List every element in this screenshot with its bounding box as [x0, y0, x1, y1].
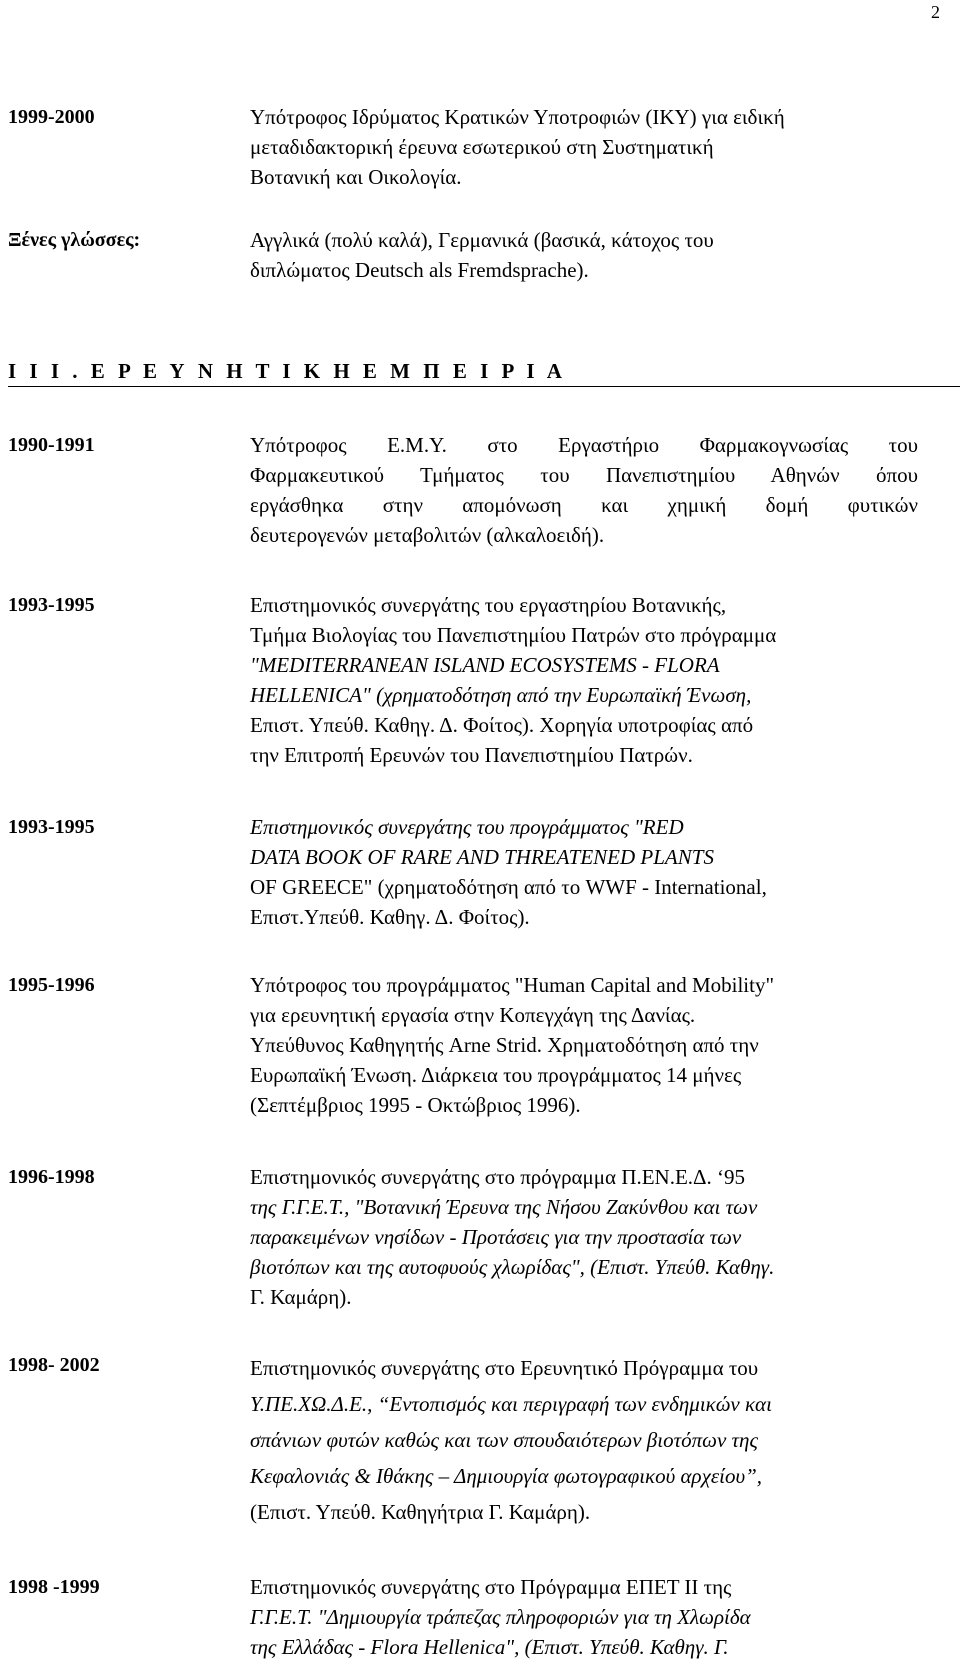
text-line: Αγγλικά (πολύ καλά), Γερμανικά (βασικά, κάτοχος του [250, 228, 714, 252]
page-number: 2 [931, 2, 940, 22]
text-line [250, 1458, 918, 1494]
text-line: OF GREECE" (χρηματοδότηση από το WWF - International, [250, 875, 767, 899]
text-line [250, 680, 918, 710]
text-line: την Επιτροπή Ερευνών του Πανεπιστημίου Πατρών. [250, 743, 693, 767]
text-line: Υπότροφος Ε.Μ.Υ. στο Εργαστήριο Φαρμακογνωσίας του [250, 433, 918, 457]
text-line: Τμήμα Βιολογίας του Πανεπιστημίου Πατρών στο πρόγραμμα [250, 623, 777, 647]
italic-text: σπάνιων φυτών καθώς και των σπουδαιότερων βιοτόπων της [250, 1428, 758, 1452]
italic-text: DATA BOOK OF RARE AND THREATENED PLANTS [250, 845, 714, 869]
italic-text: παρακειμένων νησίδων - Προτάσεις για την προστασία των [250, 1225, 742, 1249]
italic-text: "MEDITERRANEAN ISLAND ECOSYSTEMS - FLORA [250, 653, 720, 677]
entry-text [250, 1572, 918, 1662]
entry-label: Ξένες γλώσσες: [8, 229, 141, 251]
entry-date: 1993-1995 [8, 816, 95, 838]
text-line [250, 842, 918, 872]
entry-date: 1993-1995 [8, 594, 95, 616]
text-line: Γ. Καμάρη). [250, 1285, 352, 1309]
text-line: Επιστημονικός συνεργάτης του εργαστηρίου Βοτανικής, [250, 593, 727, 617]
italic-text: Κεφαλονιάς & Ιθάκης – Δημιουργία φωτογραφικού αρχείου”, [250, 1464, 763, 1488]
entry-text [250, 102, 918, 192]
entry-text [250, 590, 918, 770]
italic-text: Επιστημονικός συνεργάτης του προγράμματος "RED [250, 815, 684, 839]
text-line: Επιστ.Υπεύθ. Καθηγ. Δ. Φοίτος). [250, 905, 530, 929]
text-line: Επιστημονικός συνεργάτης στο Πρόγραμμα ΕΠΕΤ ΙΙ της [250, 1575, 732, 1599]
italic-text: Υ.ΠΕ.ΧΩ.Δ.Ε., “Εντοπισμός και περιγραφή των ενδημικών και [250, 1392, 772, 1416]
text-line: Υπότροφος Ιδρύματος Κρατικών Υποτροφιών (ΙΚΥ) για ειδική [250, 105, 785, 129]
text-line [250, 1632, 918, 1662]
italic-text: βιοτόπων και της αυτοφυούς χλωρίδας", (Επιστ. Υπεύθ. Καθηγ. [250, 1255, 775, 1279]
text-line [250, 650, 918, 680]
text-line: Επιστημονικός συνεργάτης στο πρόγραμμα Π.ΕΝ.Ε.Δ. ‘95 [250, 1165, 746, 1189]
text-line: Επιστ. Υπεύθ. Καθηγ. Δ. Φοίτος). Χορηγία υποτροφίας από [250, 713, 754, 737]
text-line: διπλώματος Deutsch als Fremdsprache). [250, 258, 589, 282]
text-line: Φαρμακευτικού Τμήματος του Πανεπιστημίου Αθηνών όπου [250, 463, 918, 487]
italic-text: της Γ.Γ.Ε.Τ., "Βοτανική Έρευνα της Νήσου Ζακύνθου και των [250, 1195, 758, 1219]
text-line: Ευρωπαϊκή Ένωση. Διάρκεια του προγράμματος 14 μήνες [250, 1063, 742, 1087]
text-line [250, 1386, 918, 1422]
entry-date: 1995-1996 [8, 974, 95, 996]
text-line [250, 1252, 918, 1282]
entry-text [250, 225, 918, 285]
italic-text: HELLENICA" (χρηματοδότηση από την Ευρωπαϊκή Ένωση, [250, 683, 752, 707]
text-line: Επιστημονικός συνεργάτης στο Ερευνητικό Πρόγραμμα του [250, 1356, 759, 1380]
text-line: (Σεπτέμβριος 1995 - Οκτώβριος 1996). [250, 1093, 581, 1117]
text-line: μεταδιδακτορική έρευνα εσωτερικού στη Συστηματική [250, 135, 714, 159]
entry-date: 1998- 2002 [8, 1354, 100, 1376]
italic-text: της Ελλάδας - Flora Hellenica", (Επιστ. Υπεύθ. Καθηγ. Γ. [250, 1635, 729, 1659]
text-line: Υπεύθυνος Καθηγητής Arne Strid. Χρηματοδότηση από την [250, 1033, 759, 1057]
text-line: Βοτανική και Οικολογία. [250, 165, 462, 189]
italic-text: Γ.Γ.Ε.Τ. "Δημιουργία τράπεζας πληροφοριών για τη Χλωρίδα [250, 1605, 751, 1629]
entry-date: 1999-2000 [8, 106, 95, 128]
text-line: για ερευνητική εργασία στην Κοπεγχάγη της Δανίας. [250, 1003, 696, 1027]
text-line [250, 1602, 918, 1632]
entry-text [250, 430, 918, 550]
section-heading: I I I . Ε Ρ Ε Υ Ν Η Τ Ι Κ Η Ε Μ Π Ε Ι Ρ Ι Α [8, 356, 960, 387]
text-line [250, 1222, 918, 1252]
text-line: εργάσθηκα στην απομόνωση και χημική δομή φυτικών [250, 493, 918, 517]
entry-text [250, 812, 918, 932]
entry-date: 1990-1991 [8, 434, 95, 456]
text-line: (Επιστ. Υπεύθ. Καθηγήτρια Γ. Καμάρη). [250, 1500, 591, 1524]
text-line: Υπότροφος του προγράμματος "Human Capital and Mobility" [250, 973, 775, 997]
text-line: δευτερογενών μεταβολιτών (αλκαλοειδή). [250, 523, 605, 547]
text-line [250, 1422, 918, 1458]
entry-date: 1996-1998 [8, 1166, 95, 1188]
entry-text [250, 1350, 918, 1530]
entry-text [250, 1162, 918, 1312]
text-line [250, 812, 918, 842]
entry-date: 1998 -1999 [8, 1576, 100, 1598]
text-line [250, 1192, 918, 1222]
entry-text [250, 970, 918, 1120]
